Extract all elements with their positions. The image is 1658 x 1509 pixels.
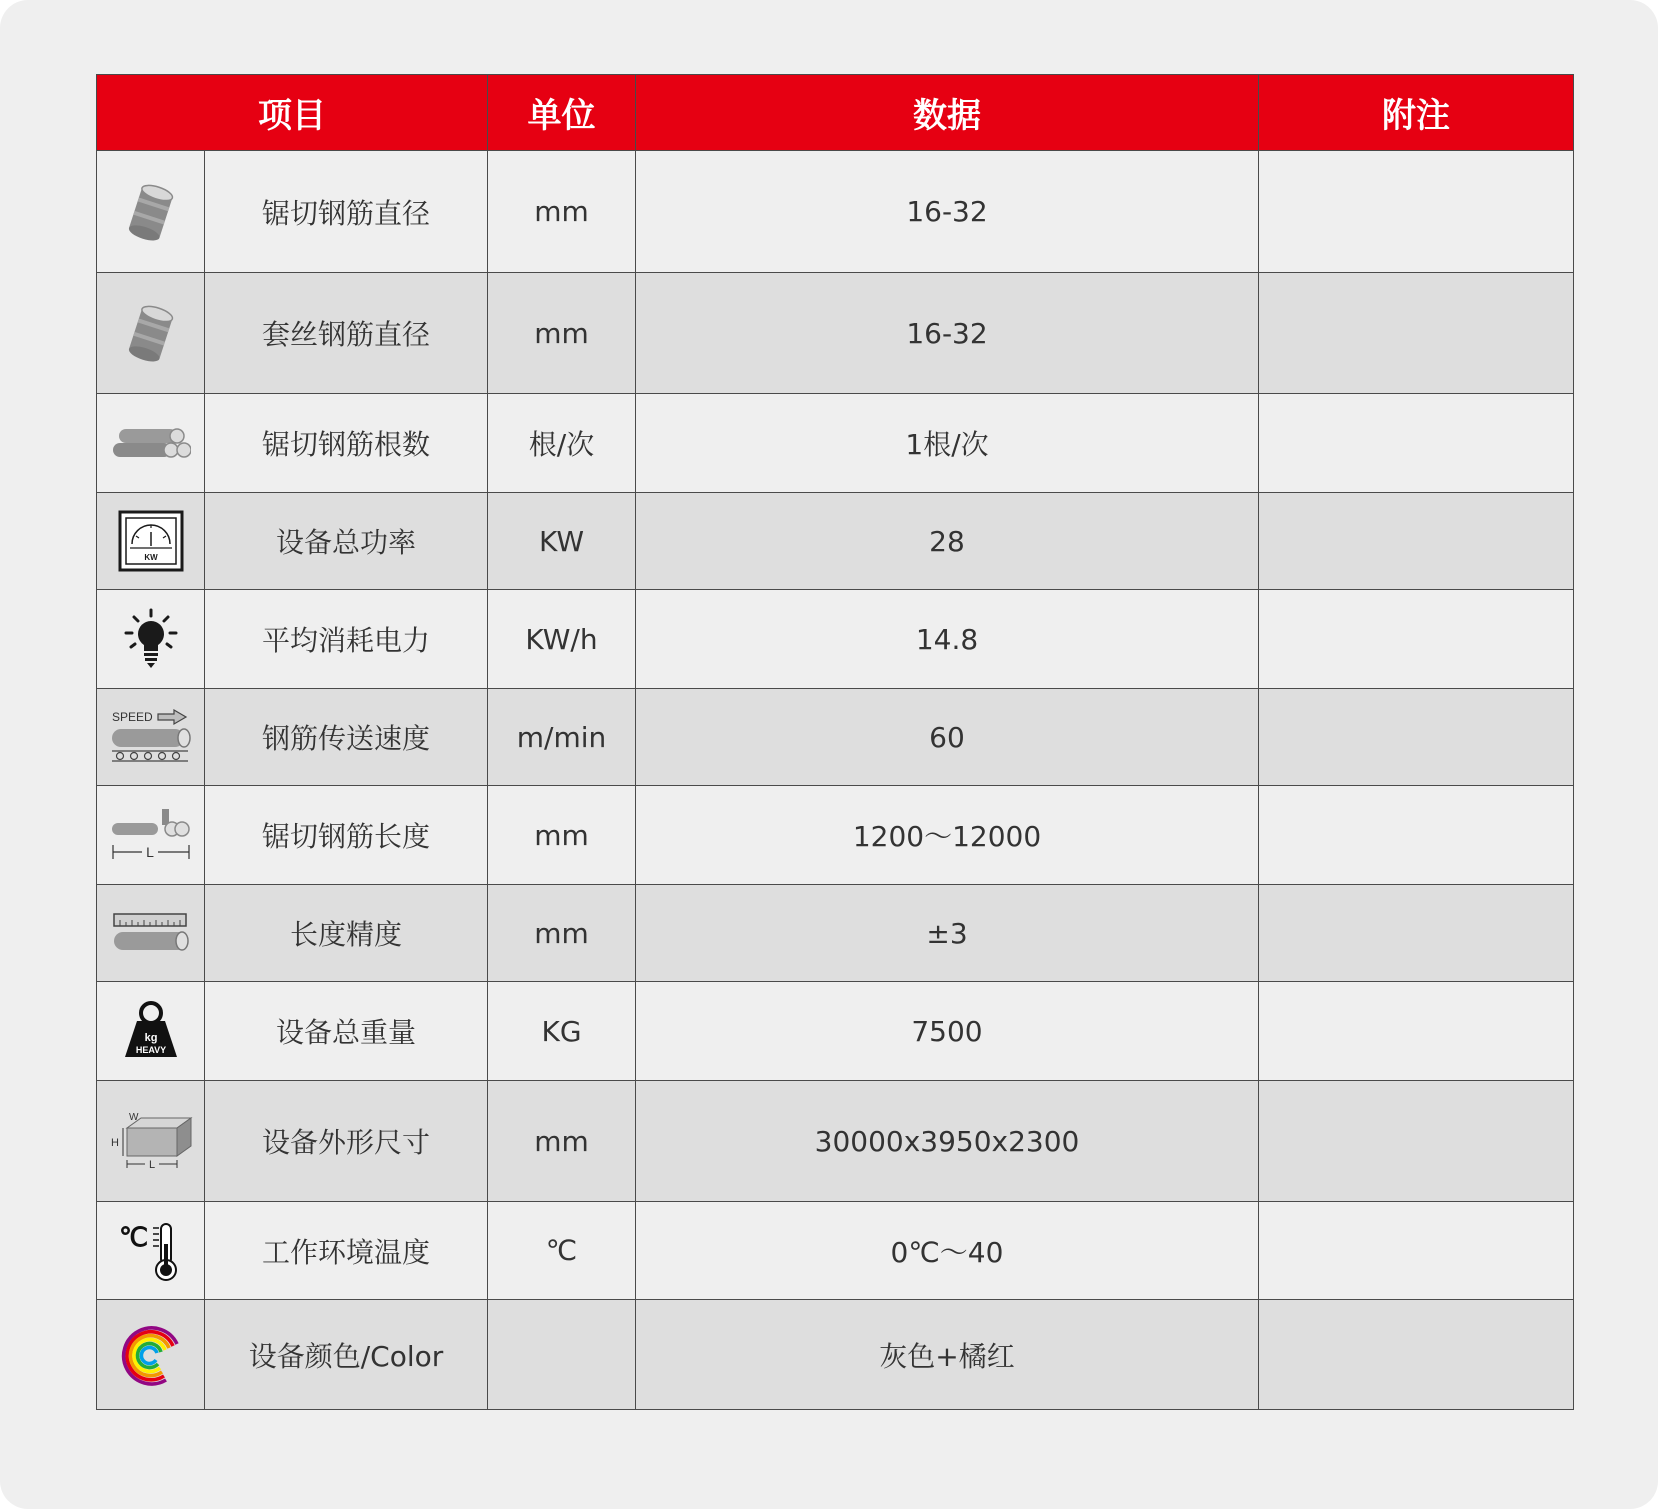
row-name: 设备颜色/Color — [205, 1300, 488, 1410]
table-row — [97, 590, 1574, 689]
row-note — [1259, 493, 1574, 590]
header-unit: 单位 — [488, 75, 636, 151]
thermometer-icon — [119, 1220, 183, 1282]
weight-heavy-label: HEAVY — [135, 1045, 166, 1055]
row-note — [1259, 885, 1574, 982]
row-note — [1259, 151, 1574, 273]
power-meter-icon — [118, 510, 184, 572]
row-value: 30000x3950x2300 — [636, 1081, 1259, 1202]
row-unit: mm — [488, 1081, 636, 1202]
row-icon-cell — [97, 590, 205, 689]
row-unit: KW — [488, 493, 636, 590]
row-name: 锯切钢筋根数 — [205, 394, 488, 493]
row-icon-cell — [97, 885, 205, 982]
row-icon-cell — [97, 394, 205, 493]
table-row — [97, 1202, 1574, 1300]
table-row — [97, 394, 1574, 493]
row-icon-cell — [97, 786, 205, 885]
dim-h-label: H — [110, 1137, 119, 1149]
row-name: 设备总重量 — [205, 982, 488, 1081]
row-icon-cell — [97, 493, 205, 590]
row-note — [1259, 1300, 1574, 1410]
row-unit: ℃ — [488, 1202, 636, 1300]
table-row — [97, 493, 1574, 590]
header-note: 附注 — [1259, 75, 1574, 151]
row-note — [1259, 590, 1574, 689]
row-value: 7500 — [636, 982, 1259, 1081]
row-unit: m/min — [488, 689, 636, 786]
row-icon-cell — [97, 982, 205, 1081]
table-row — [97, 273, 1574, 394]
header-item: 项目 — [97, 75, 488, 151]
row-unit: mm — [488, 151, 636, 273]
row-note — [1259, 689, 1574, 786]
row-name: 长度精度 — [205, 885, 488, 982]
table-row — [97, 151, 1574, 273]
header-data: 数据 — [636, 75, 1259, 151]
row-value: 1根/次 — [636, 394, 1259, 493]
conveyor-speed-icon — [110, 709, 192, 765]
row-unit: 根/次 — [488, 394, 636, 493]
rebar-bundle-icon — [111, 423, 191, 463]
row-icon-cell — [97, 1202, 205, 1300]
row-value: 1200～12000 — [636, 786, 1259, 885]
row-icon-cell — [97, 151, 205, 273]
row-icon-cell — [97, 1081, 205, 1202]
row-value: 16-32 — [636, 273, 1259, 394]
cut-length-icon — [110, 807, 192, 863]
row-name: 工作环境温度 — [205, 1202, 488, 1300]
row-note — [1259, 982, 1574, 1081]
dim-l-label: L — [148, 1159, 155, 1171]
table-row — [97, 1081, 1574, 1202]
row-note — [1259, 273, 1574, 394]
row-icon-cell — [97, 689, 205, 786]
row-name: 设备总功率 — [205, 493, 488, 590]
color-ring-icon — [120, 1324, 182, 1386]
row-unit: mm — [488, 273, 636, 394]
temp-unit-label: ℃ — [118, 1221, 148, 1252]
row-name: 设备外形尺寸 — [205, 1081, 488, 1202]
rebar-end-icon — [121, 180, 181, 244]
row-note — [1259, 394, 1574, 493]
power-meter-label: KW — [143, 553, 158, 562]
row-name: 钢筋传送速度 — [205, 689, 488, 786]
row-name: 锯切钢筋长度 — [205, 786, 488, 885]
spec-table — [96, 74, 1574, 1410]
row-value: 灰色+橘红 — [636, 1300, 1259, 1410]
row-icon-cell — [97, 1300, 205, 1410]
row-note — [1259, 1202, 1574, 1300]
length-label: L — [145, 844, 154, 860]
row-name: 套丝钢筋直径 — [205, 273, 488, 394]
light-bulb-icon — [121, 607, 181, 671]
row-value: 28 — [636, 493, 1259, 590]
row-note — [1259, 1081, 1574, 1202]
row-unit — [488, 1300, 636, 1410]
table-row — [97, 982, 1574, 1081]
row-value: 14.8 — [636, 590, 1259, 689]
row-icon-cell — [97, 273, 205, 394]
box-dimensions-icon — [109, 1110, 193, 1172]
row-value: 0℃～40 — [636, 1202, 1259, 1300]
row-note — [1259, 786, 1574, 885]
ruler-rebar-icon — [112, 912, 190, 954]
dim-w-label: W — [128, 1112, 138, 1123]
table-row — [97, 786, 1574, 885]
row-unit: mm — [488, 885, 636, 982]
rebar-end-icon — [121, 301, 181, 365]
table-row — [97, 885, 1574, 982]
row-name: 平均消耗电力 — [205, 590, 488, 689]
row-unit: mm — [488, 786, 636, 885]
weight-kg-label: kg — [144, 1032, 157, 1044]
weight-icon — [123, 1001, 179, 1061]
table-header-row — [97, 75, 1574, 151]
table-row — [97, 1300, 1574, 1410]
table-row — [97, 689, 1574, 786]
row-unit: KW/h — [488, 590, 636, 689]
row-unit: KG — [488, 982, 636, 1081]
row-value: 16-32 — [636, 151, 1259, 273]
speed-label: SPEED — [111, 710, 153, 724]
row-value: 60 — [636, 689, 1259, 786]
row-value: ±3 — [636, 885, 1259, 982]
row-name: 锯切钢筋直径 — [205, 151, 488, 273]
